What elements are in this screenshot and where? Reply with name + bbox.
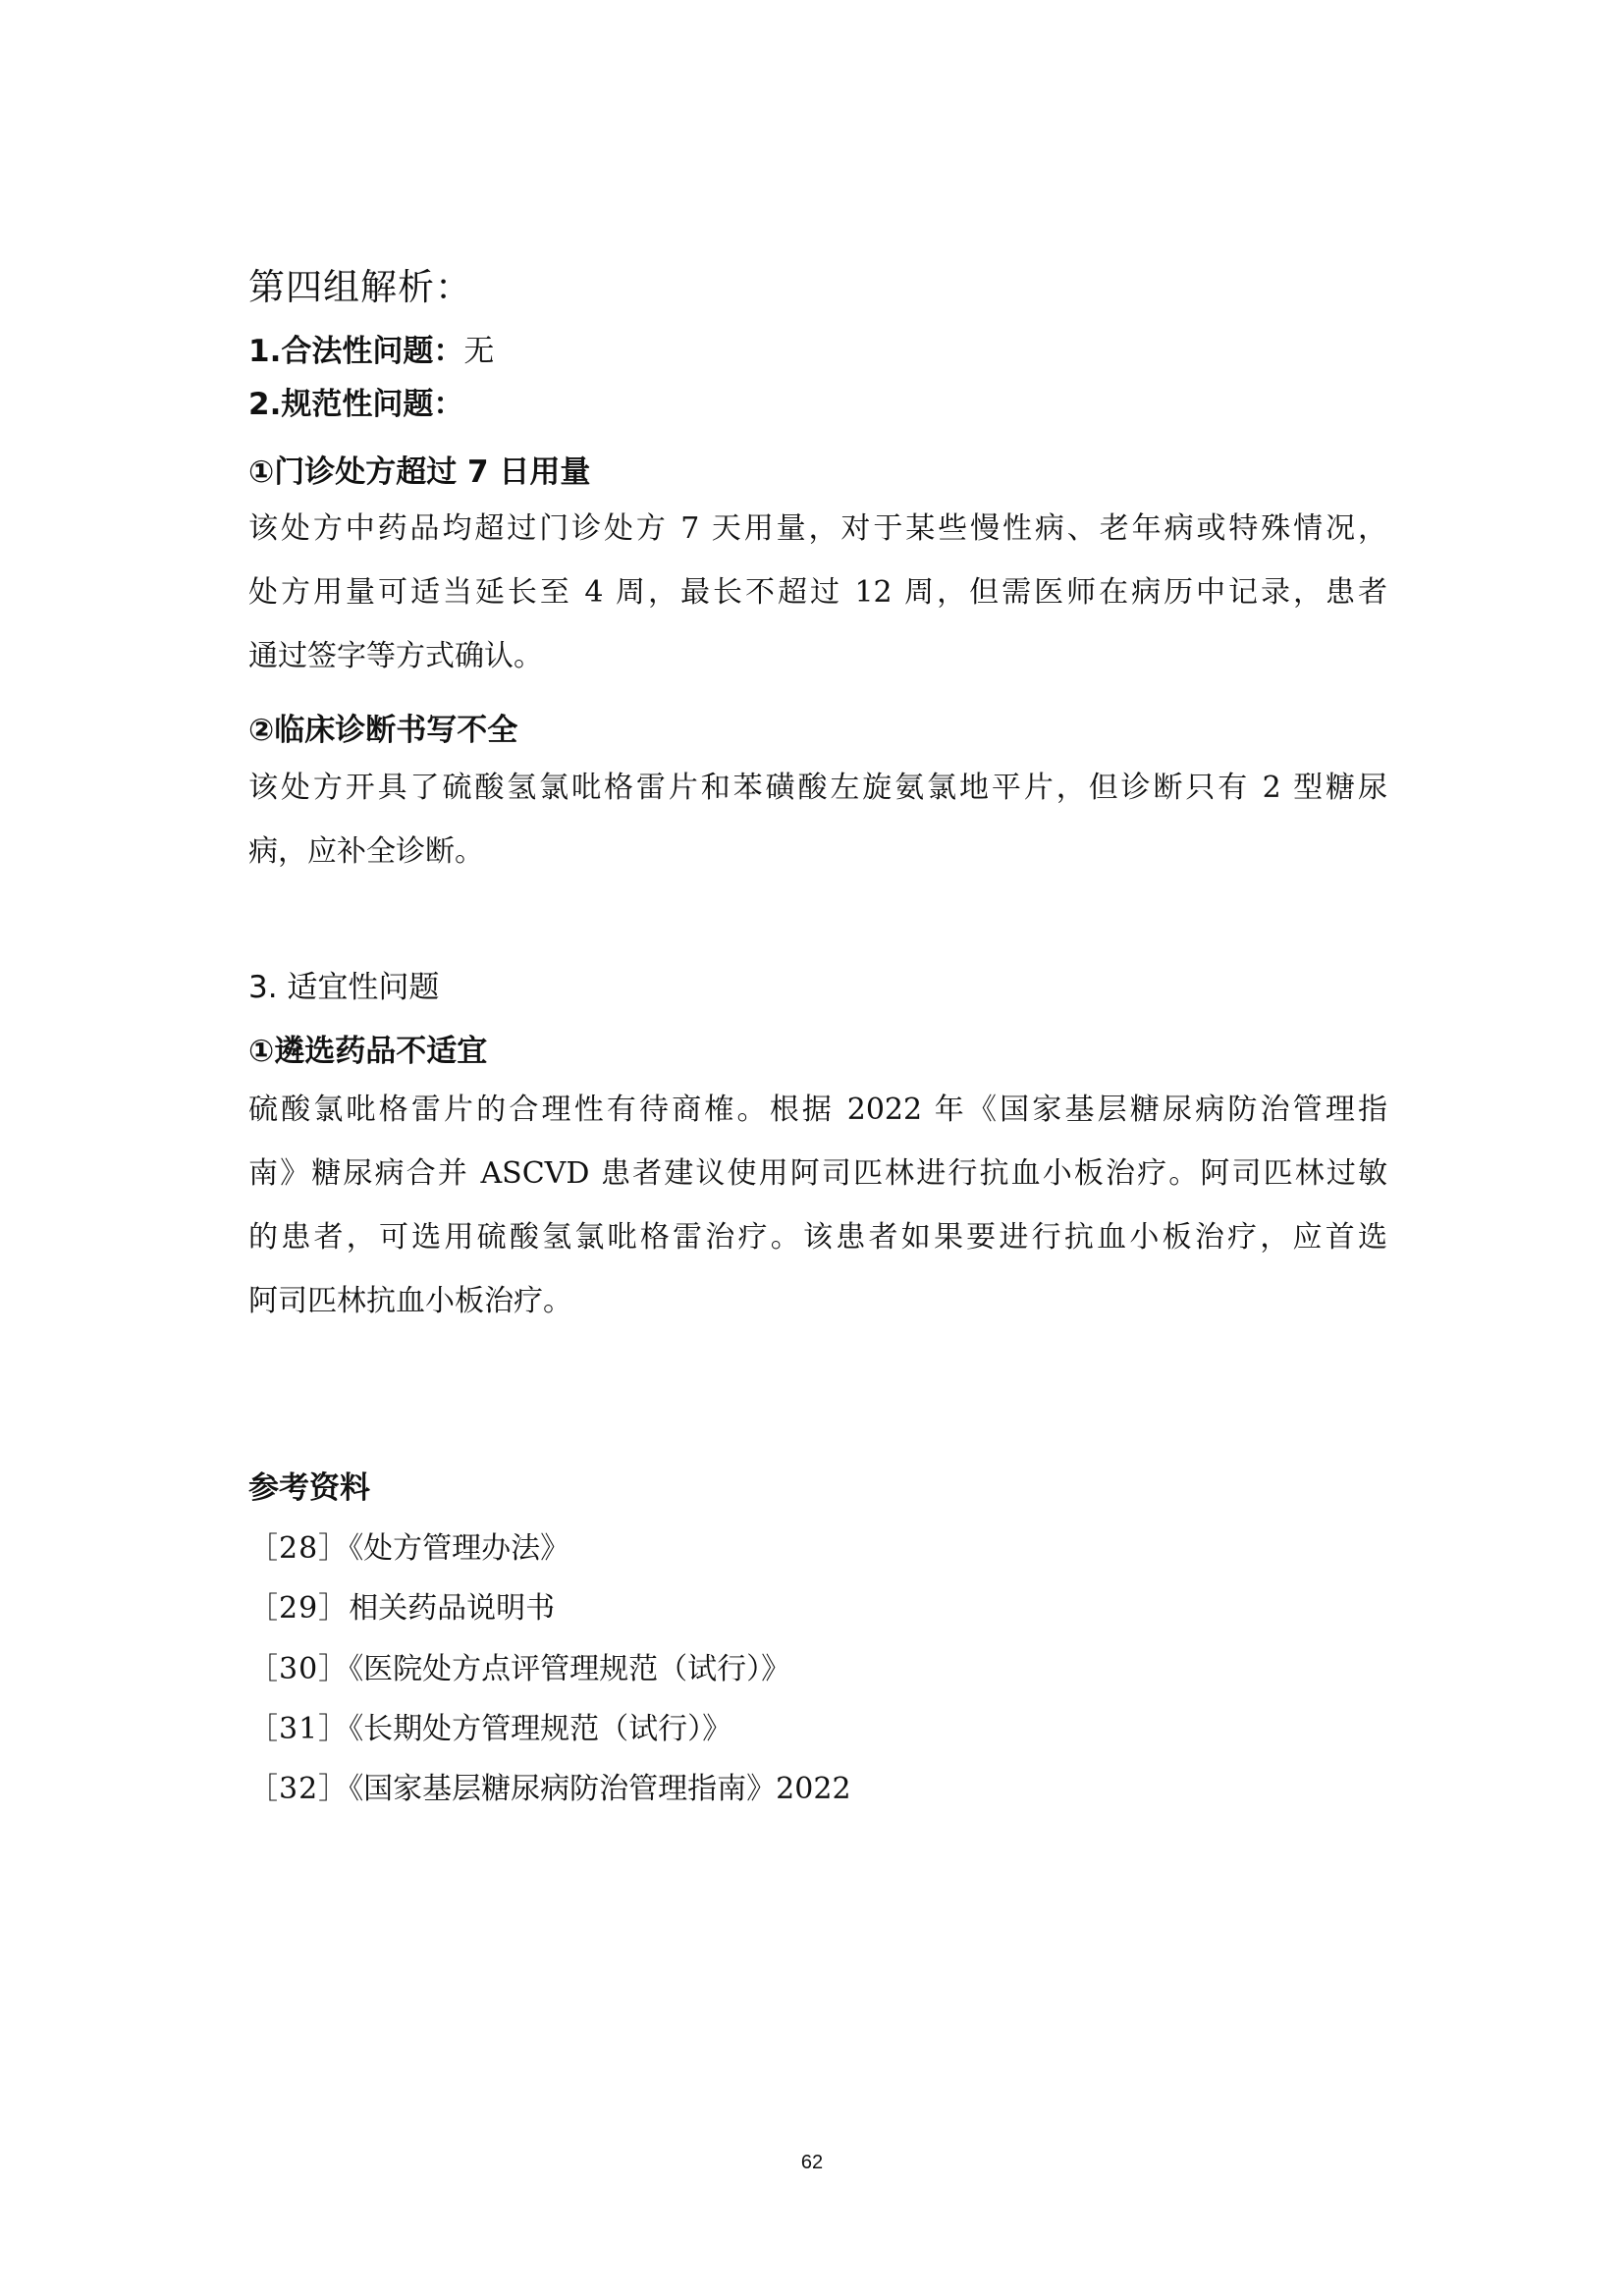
reference-text: 《国家基层糖尿病防治管理指南》2022 xyxy=(349,1772,851,1806)
item3-line: 南》糖尿病合并 ASCVD 患者建议使用阿司匹林进行抗血小板治疗。阿司匹林过敏 xyxy=(248,1156,1387,1191)
reference-item xyxy=(248,1764,851,1807)
reference-text: 《长期处方管理规范（试行）》 xyxy=(349,1712,732,1746)
references-title: 参考资料 xyxy=(248,1470,370,1506)
item3-line: 硫酸氯吡格雷片的合理性有待商榷。根据 2022 年《国家基层糖尿病防治管理指 xyxy=(248,1093,1387,1127)
item1-line: 处方用量可适当延长至 4 周，最长不超过 12 周，但需医师在病历中记录，患者 xyxy=(248,575,1387,610)
item3-line: 的患者，可选用硫酸氢氯吡格雷治疗。该患者如果要进行抗血小板治疗，应首选 xyxy=(248,1220,1387,1255)
suitability-heading: 3. 适宜性问题 xyxy=(248,970,440,1005)
standard-heading: 2.规范性问题： xyxy=(248,387,464,422)
item2-heading: ②临床诊断书写不全 xyxy=(248,713,518,748)
item1-line: 通过签字等方式确认。 xyxy=(248,639,543,673)
item2-paragraph xyxy=(248,756,1387,883)
reference-item xyxy=(248,1644,790,1687)
reference-item xyxy=(248,1523,569,1567)
legality-heading xyxy=(248,326,1387,370)
reference-number: ［32］ xyxy=(248,1772,350,1806)
item1-paragraph xyxy=(248,497,1387,688)
item1-heading: ①门诊处方超过 7 日用量 xyxy=(248,454,591,490)
item3-heading: ①遴选药品不适宜 xyxy=(248,1034,488,1069)
item3-line: 阿司匹林抗血小板治疗。 xyxy=(248,1284,572,1318)
reference-number: ［29］ xyxy=(248,1591,350,1626)
section-title: 第四组解析： xyxy=(248,266,472,308)
legality-label: 1.合法性问题： xyxy=(248,334,464,369)
page-number: 62 xyxy=(800,2152,824,2173)
item2-line: 病，应补全诊断。 xyxy=(248,834,484,869)
reference-text: 《医院处方点评管理规范（试行）》 xyxy=(349,1652,791,1686)
reference-item xyxy=(248,1583,555,1627)
item3-paragraph xyxy=(248,1078,1387,1333)
item1-line: 该处方中药品均超过门诊处方 7 天用量，对于某些慢性病、老年病或特殊情况， xyxy=(248,511,1387,546)
item2-line: 该处方开具了硫酸氢氯吡格雷片和苯磺酸左旋氨氯地平片，但诊断只有 2 型糖尿 xyxy=(248,771,1387,805)
legality-value: 无 xyxy=(463,334,495,369)
reference-item xyxy=(248,1704,731,1747)
reference-text: 相关药品说明书 xyxy=(349,1591,556,1626)
reference-number: ［31］ xyxy=(248,1712,350,1746)
reference-number: ［28］ xyxy=(248,1531,350,1566)
reference-number: ［30］ xyxy=(248,1652,350,1686)
reference-text: 《处方管理办法》 xyxy=(349,1531,570,1566)
